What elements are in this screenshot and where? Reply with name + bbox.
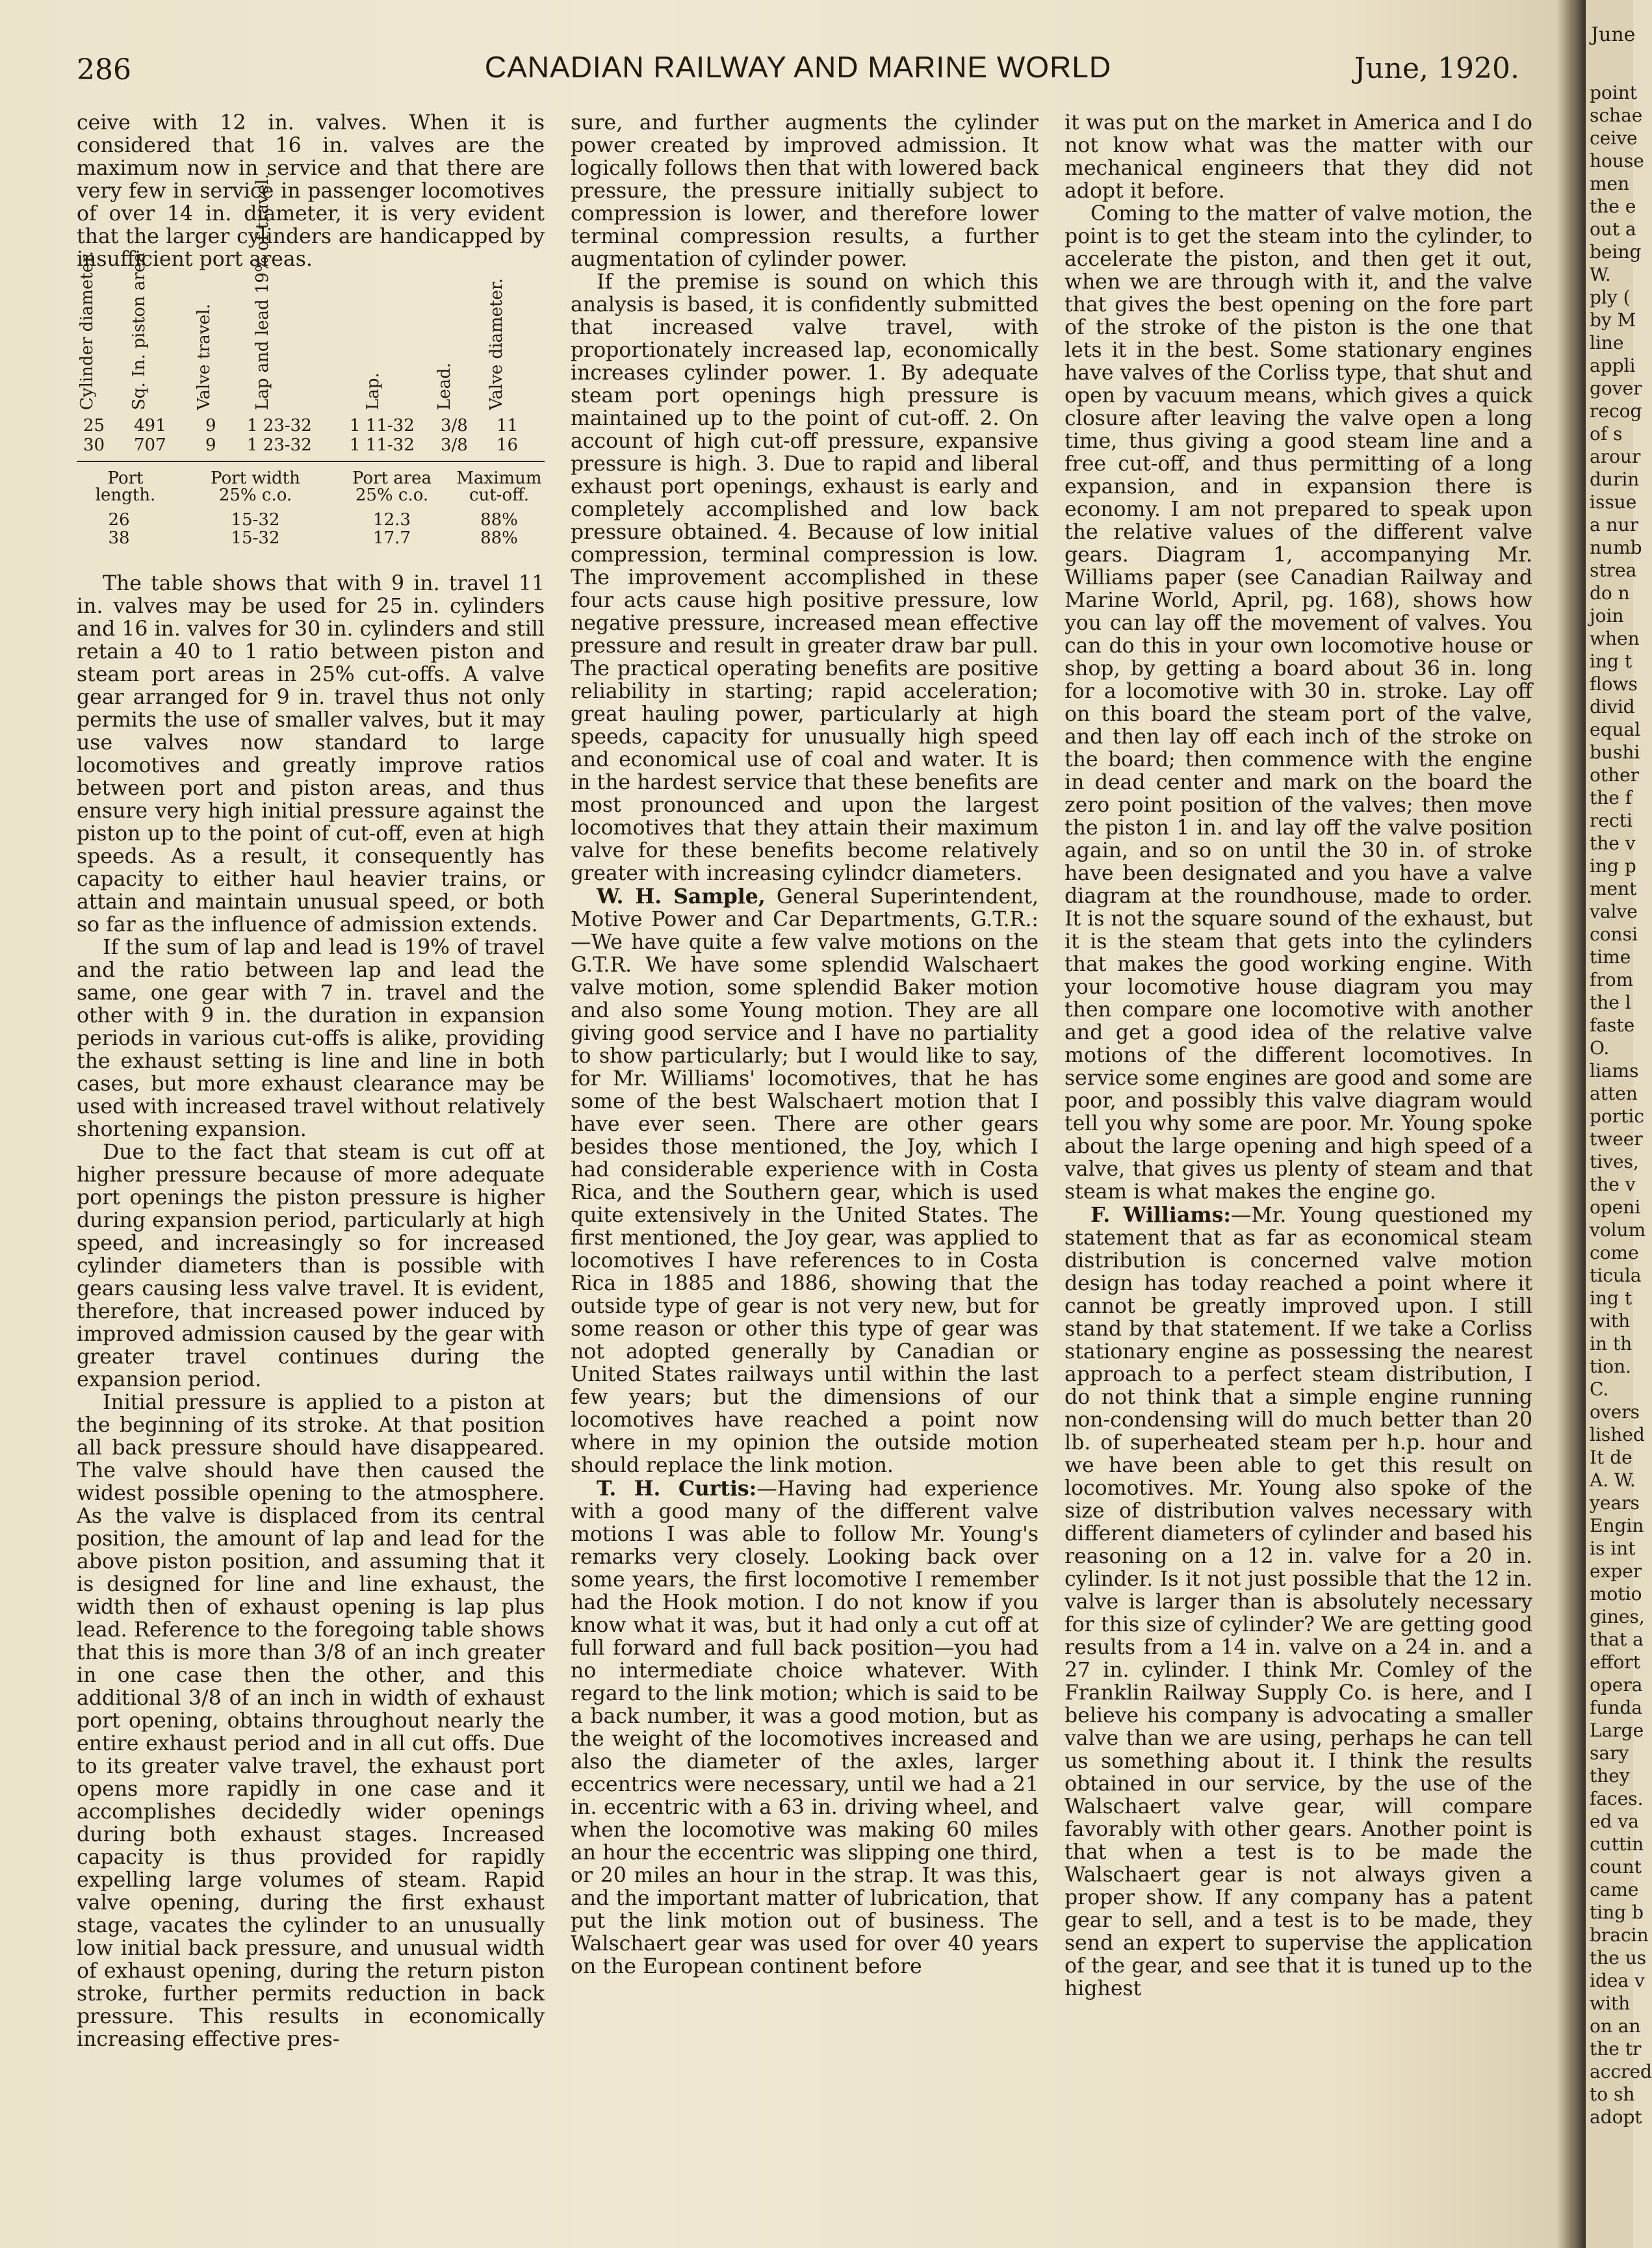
- table-header-cell: Lap.: [363, 372, 383, 410]
- table-cell: 88%: [480, 510, 518, 530]
- facing-page-line: years: [1590, 1492, 1640, 1514]
- facing-page-line: with: [1590, 1993, 1631, 2014]
- table-cell: 11: [497, 416, 519, 435]
- facing-page-line: bracin: [1590, 1924, 1649, 1946]
- table-subheader-cell: Port width 25% c.o.: [211, 469, 300, 505]
- facing-page-line: with: [1590, 1310, 1631, 1332]
- table-cell: 38: [108, 528, 130, 548]
- speaker-name: T. H. Curtis:: [597, 1477, 757, 1501]
- facing-page-line: a nur: [1590, 514, 1639, 536]
- table-cell: 16: [497, 435, 519, 455]
- facing-page-line: point: [1590, 82, 1638, 103]
- paragraph: The table shows that with 9 in. travel 11 in. valves may be used for 25 in. cylinders and 16 in. valves for 30 in. cylinders and still retain a 40 to 1 ratio between piston and steam port areas in 25% cut-offs. A valve gear arranged for 9 in. travel thus not only permits the use of smaller valves, but it may use valves now standard to large locomotives and greatly improve ratios between port and piston areas, and thus ensure very high initial pressure against the piston up to the point of cut-off, even at high speeds. As a result, it consequently has capacity to either haul heavier trains, or attain and maintain unusual speed, or both so far as the influence of admission extends.: [77, 572, 545, 937]
- facing-page-line: adopt: [1590, 2106, 1642, 2128]
- facing-page-line: overs: [1590, 1401, 1640, 1423]
- facing-page-line: do n: [1590, 582, 1630, 604]
- facing-page-line: men: [1590, 173, 1630, 194]
- facing-page-line: accred: [1590, 2061, 1652, 2082]
- facing-page-line: bushi: [1590, 742, 1640, 763]
- facing-page-line: appli: [1590, 355, 1636, 376]
- facing-page-line: lished: [1590, 1424, 1645, 1445]
- facing-page-header: June: [1591, 23, 1636, 46]
- facing-page-line: recog: [1590, 400, 1642, 422]
- table-cell: 25: [83, 416, 105, 435]
- table-cell: 26: [108, 510, 130, 530]
- page-number: 286: [77, 53, 131, 86]
- facing-page-line: count: [1590, 1856, 1642, 1878]
- facing-page-line: ply (: [1590, 287, 1631, 308]
- facing-page-line: schae: [1590, 105, 1643, 126]
- facing-page-line: ceive: [1590, 127, 1638, 149]
- facing-page-line: equal: [1590, 719, 1641, 740]
- facing-page-line: liams: [1590, 1060, 1639, 1081]
- table-cell: 9: [205, 435, 216, 455]
- facing-page-line: other: [1590, 764, 1640, 786]
- facing-page-line: cuttin: [1590, 1833, 1644, 1855]
- facing-page-line: tion.: [1590, 1356, 1631, 1377]
- facing-page-line: gover: [1590, 378, 1642, 399]
- paragraph: sure, and further augments the cylinder power created by improved admission. It logically follows then that with lowered back pressure, the pressure initially subject to compression is lower, and therefore lower terminal compression results, a further augmentation of cylinder power.: [571, 111, 1039, 271]
- facing-page-line: in th: [1590, 1333, 1633, 1354]
- facing-page-line: ment: [1590, 878, 1637, 899]
- facing-page-line: they: [1590, 1765, 1630, 1787]
- facing-page-line: recti: [1590, 810, 1633, 831]
- facing-page-line: join: [1590, 605, 1624, 627]
- table-cell: 30: [83, 435, 105, 455]
- facing-page-line: portic: [1590, 1105, 1645, 1127]
- page-header: [77, 49, 1519, 95]
- facing-page-line: sary: [1590, 1742, 1629, 1764]
- facing-page-line: tives,: [1590, 1151, 1639, 1172]
- table-cell: 3/8: [441, 416, 468, 435]
- column-1: [77, 112, 545, 2051]
- table-header-cell: Cylinder diameter.: [77, 251, 97, 410]
- table-cell: 88%: [480, 528, 518, 548]
- facing-page-line: numb: [1590, 537, 1642, 558]
- facing-page-line: house: [1590, 150, 1644, 172]
- table-header-cell: Lap and lead 19% of travel.: [253, 174, 272, 410]
- facing-page-line: the us: [1590, 1947, 1647, 1969]
- facing-page-line: ting b: [1590, 1902, 1644, 1923]
- facing-page-line: is int: [1590, 1538, 1636, 1559]
- facing-page-line: from: [1590, 969, 1634, 990]
- facing-page-line: faste: [1590, 1014, 1635, 1036]
- table-cell: 12.3: [373, 510, 411, 530]
- column-2: [571, 112, 1039, 1978]
- facing-page-line: durin: [1590, 469, 1640, 490]
- table-header-cell: Valve travel.: [194, 304, 214, 410]
- table-cell: 707: [134, 435, 166, 455]
- table-cell: 1 23-32: [247, 435, 312, 455]
- table-cell: 1 11-32: [350, 435, 415, 455]
- speaker-remarks: —Mr. Young questioned my statement that as far as economical steam distribution is concerned valve motion design has today reached a point where it cannot be greatly improved upon. I still stand by that statement. If we take a Corliss stationary engine as possessing the nearest approach to a perfect steam distribution, I do not think that a simple engine running non-condensing will do much better than 20 lb. of superheated steam per h.p. hour and we have been able to get this result on locomotives. Mr. Young also spoke of the size of distribution valves necessary with different diameters of cylinder and based his reasoning on a 12 in. valve for a 20 in. cylinder. Is it not just possible that the 12 in. valve is larger than is absolutely necessary for this size of cylinder? We are getting good results from a 14 in. valve on a 24 in. and a 27 in. cylinder. I think Mr. Comley of the Franklin Railway Supply Co. is here, and I believe his company is advocating a smaller valve than we are using, perhaps he can tell us something about it. I think the results obtained in our service, by the use of the Walschaert valve gear, will compare favorably with other gears. Another point is that when a test is to be made the Walschaert gear is not always given a proper show. If any company has a patent gear to sell, and a test is to be made, they send an expert to supervise the application of the gear, and see that it is tuned up to the highest: [1065, 1204, 1532, 2000]
- facing-page-line: tweer: [1590, 1128, 1643, 1150]
- paragraph: Due to the fact that steam is cut off at higher pressure because of more adequate port openings the piston pressure is higher during expansion period, particularly at high speed, and increasingly so for increased cylinder diameters than is possible with gears causing less valve travel. It is evident, therefore, that increased power induced by improved admission caused by the gear with greater travel continues during the expansion period.: [77, 1141, 545, 1391]
- facing-page-line: that a: [1590, 1629, 1644, 1650]
- table-cell: 17.7: [373, 528, 411, 548]
- book-gutter-shadow: [1556, 0, 1586, 2248]
- facing-page-line: volum: [1590, 1219, 1646, 1241]
- facing-page-line: the f: [1590, 787, 1633, 808]
- facing-page-line: A. W.: [1590, 1469, 1636, 1491]
- facing-page-line: consi: [1590, 924, 1638, 945]
- table-subheader-cell: Port length.: [95, 469, 156, 505]
- facing-page-line: come: [1590, 1242, 1639, 1263]
- paragraph: ceive with 12 in. valves. When it is considered that 16 in. valves are the maximum now in service and that there are very few in service in passenger locomotives of over 14 in. diameter, it is very evident that the larger cylinders are handicapped by insufficient port areas.: [77, 111, 545, 271]
- facing-page-line: exper: [1590, 1560, 1642, 1582]
- table-header-cell: Sq. In. piston area: [129, 252, 149, 410]
- facing-page-line: issue: [1590, 491, 1637, 513]
- facing-page-line: the e: [1590, 196, 1636, 217]
- facing-page-line: being: [1590, 241, 1642, 263]
- facing-page-line: idea v: [1590, 1970, 1645, 1991]
- table-cell: 15-32: [231, 510, 280, 530]
- publication-title: CANADIAN RAILWAY AND MARINE WORLD: [484, 50, 1112, 84]
- table-cell: 3/8: [441, 435, 468, 455]
- facing-page-line: ticula: [1590, 1265, 1642, 1286]
- paragraph: Coming to the matter of valve motion, the point is to get the steam into the cylinder, to accelerate the piston, and then get it out, when we are through with it, and the valve that gives the best opening on the fore part of the stroke of the piston is the one that lets it in the best. Some stationary engines have valves of the Corliss type, that shut and open by vacuum means, which gives a quick closure after leaving the valve open a long time, thus giving a good steam line and a free cut-off, and thus permitting of a long expansion, and in expansion there is economy. I am not prepared to speak upon the relative values of the different valve gears. Diagram 1, accompanying Mr. Williams paper (see Canadian Railway and Marine World, April, pg. 168), shows how you can lay off the movement of valves. You can do this in your own locomotive house or shop, by getting a board about 36 in. long for a locomotive with 30 in. stroke. Lay off on this board the steam port of the valve, and then lay off each inch of the stroke on the board; then commence with the engine in dead center and mark on the board the zero point position of the valves; then move the piston 1 in. and lay off the valve position again, and so on until the 30 in. of stroke have been designated and you have a valve diagram at the roundhouse, made to order. It is not the square sound of the exhaust, but it is the steam that gets into the cylinders that makes the good working engine. With your locomotive house diagram you may then compare one locomotive with another and get a good idea of the relative valve motions of the different locomotives. In service some engines are good and some are poor, and possibly this valve diagram would tell you why some are poor. Mr. Young spoke about the large opening and high speed of a valve, that gives us plenty of steam and that steam is what makes the engine go.: [1065, 202, 1532, 1204]
- table-subheader-cell: Maximum cut-off.: [456, 469, 542, 505]
- paragraph: [571, 885, 1039, 1477]
- facing-page-line: W.: [1590, 264, 1611, 285]
- table-cell: 15-32: [231, 528, 280, 548]
- facing-page-line: the v: [1590, 833, 1636, 854]
- facing-page-line: the tr: [1590, 2038, 1642, 2060]
- facing-page-line: divid: [1590, 696, 1635, 717]
- table-subheader-cell: Port area 25% c.o.: [352, 469, 432, 505]
- speaker-name: F. Williams:: [1091, 1203, 1231, 1227]
- table-cell: 491: [134, 416, 166, 435]
- table-cell: 1 23-32: [247, 416, 312, 435]
- paragraph: If the premise is sound on which this analysis is based, it is confidently submitted that increased valve travel, with proportionately increased lap, economically increases cylinder power. 1. By adequate steam port openings high pressure is maintained up to the point of cut-off. 2. On account of high cut-off pressure, expansive pressure is high. 3. Due to rapid and liberal exhaust port openings, exhaust is early and completely accomplished and low back pressure obtained. 4. Because of low initial compression, terminal compression is low. The improvement accomplished in these four acts cause high positive pressure, low negative pressure, increased mean effective pressure and result in greater draw bar pull. The practical operating benefits are positive reliability in starting; rapid acceleration; great hauling power, particularly at high speeds, capacity for unusually high speed and economical use of coal and water. It is in the hardest service that these benefits are most pronounced and upon the largest locomotives that they attain their maximum valve for these benefits become relatively greater with increasing cylindcr diameters.: [571, 270, 1039, 885]
- facing-page-line: out a: [1590, 218, 1636, 240]
- facing-page-line: ing t: [1590, 1287, 1633, 1309]
- facing-page-line: when: [1590, 628, 1640, 649]
- facing-page-line: O.: [1590, 1037, 1610, 1059]
- facing-page-line: came: [1590, 1879, 1639, 1900]
- facing-page-line: Engin: [1590, 1515, 1644, 1536]
- paragraph: it was put on the market in America and I do not know what was the matter with our mechanical engineers that they did not adopt it before.: [1065, 111, 1532, 203]
- facing-page-line: atten: [1590, 1083, 1638, 1104]
- facing-page-line: valve: [1590, 901, 1638, 922]
- facing-page-line: to sh: [1590, 2084, 1635, 2105]
- paragraph: If the sum of lap and lead is 19% of travel and the ratio between lap and lead the same, one gear with 7 in. travel and the other with 9 in. the duration in expansion periods in various cut-offs is alike, providing the exhaust setting is line and line in both cases, but more exhaust clearance may be used with increased travel without relatively shortening expansion.: [77, 936, 545, 1141]
- table-header-cell: Valve diameter.: [487, 278, 506, 410]
- facing-page-line: effort: [1590, 1651, 1640, 1673]
- facing-page-line: line: [1590, 332, 1624, 354]
- table-rule: [77, 461, 545, 462]
- speaker-remarks: —Having had experience with a good many of the different valve motions I was able to follow Mr. Young's remarks very closely. Looking back over some years, the first locomotive I remember had the Hook motion. I do not know if you know what it was, but it had only a cut off at full forward and full back position—you had no intermediate choice whatever. With regard to the link motion; which is said to be a back number, it was a good motion, but as the weight of the locomotives increased and also the diameter of the axles, larger eccentrics were necessary, until we had a 21 in. eccentric with a 63 in. driving wheel, and when the locomotive was making 60 miles an hour the eccentric was slipping one third, or 20 miles an hour in the strap. It was this, and the important matter of lubrication, that put the link motion out of business. The Walschaert gear was used for over 40 years on the European continent before: [571, 1477, 1039, 1978]
- facing-page-line: openi: [1590, 1196, 1641, 1218]
- facing-page-line: ed va: [1590, 1811, 1639, 1832]
- table-header-cell: Lead.: [435, 362, 454, 410]
- facing-page-line: ing p: [1590, 855, 1636, 877]
- facing-page-line: the l: [1590, 992, 1631, 1013]
- facing-page-line: opera: [1590, 1674, 1643, 1696]
- facing-page-line: gines,: [1590, 1606, 1645, 1627]
- speaker-name: W. H. Sample,: [597, 885, 766, 909]
- table-cell: 1 11-32: [350, 416, 415, 435]
- facing-page-line: time: [1590, 946, 1631, 968]
- facing-page-line: arour: [1590, 446, 1641, 467]
- column-3: [1065, 112, 1532, 2000]
- speaker-remarks: General Superintendent, Motive Power and Car Departments, G.T.R.:—We have quite a few valve motions on the G.T.R. We have some splendid Walschaert valve motion, some splendid Baker motion and also some Young motion. They are all giving good service and I have no partiality to show particularly; but I would like to say, for Mr. Williams' locomotives, that he has some of the best Walschaert motion that I have ever seen. There are other gears besides those mentioned, the Joy, which I had considerable experience with in Costa Rica, and the Southern gear, which is used quite extensively in the United States. The first mentioned, the Joy gear, was applied to locomotives I have references to in Costa Rica in 1885 and 1886, showing that the outside type of gear is not very new, but for some reason or other this type of gear was not adopted generally by Canadian or United States railways until within the last few years; but the dimensions of our locomotives have reached a point now where in my opinion the outside motion should replace the link motion.: [571, 885, 1039, 1477]
- paragraph: [571, 1477, 1039, 1978]
- paragraph: Initial pressure is applied to a piston at the beginning of its stroke. At that position all back pressure should have disappeared. The valve should have then caused the widest possible opening to the atmosphere. As the valve is displaced from its central position, the amount of lap and lead for the above piston position, and assuming that it is designed for line and line exhaust, the width then of exhaust opening is lap plus lead. Reference to the foregoing table shows that this is more than 3/8 of an inch greater in one case then the other, and this additional 3/8 of an inch in width of exhaust port opening, obtains throughout nearly the entire exhaust period and in all cut offs. Due to its greater valve travel, the exhaust port opens more rapidly in one case and it accomplishes decidedly wider openings during both exhaust stages. Increased capacity is thus provided for rapidly expelling large volumes of steam. Rapid valve opening, during the first exhaust stage, vacates the cylinder to an unusually low initial back pressure, and unusual width of exhaust opening, during the return piston stroke, further permits reduction in back pressure. This results in economically increasing effective pres-: [77, 1391, 545, 2051]
- issue-date: June, 1920.: [1354, 52, 1519, 85]
- facing-page-line: flows: [1590, 673, 1638, 695]
- facing-page-line: faces.: [1590, 1788, 1644, 1809]
- facing-page-line: ing t: [1590, 651, 1633, 672]
- facing-page-line: by M: [1590, 309, 1636, 331]
- table-cell: 9: [205, 416, 216, 435]
- facing-page-line: on an: [1590, 2015, 1641, 2037]
- paragraph: [1065, 1204, 1532, 2000]
- facing-page-line: the v: [1590, 1174, 1636, 1195]
- facing-page-line: strea: [1590, 560, 1637, 581]
- facing-page-line: C.: [1590, 1378, 1609, 1400]
- facing-page-line: Large: [1590, 1720, 1644, 1741]
- facing-page-line: motio: [1590, 1583, 1642, 1605]
- facing-page-line: funda: [1590, 1697, 1643, 1718]
- facing-page-line: It de: [1590, 1447, 1633, 1468]
- facing-page-edge: [1586, 0, 1652, 2248]
- facing-page-line: of s: [1590, 423, 1623, 445]
